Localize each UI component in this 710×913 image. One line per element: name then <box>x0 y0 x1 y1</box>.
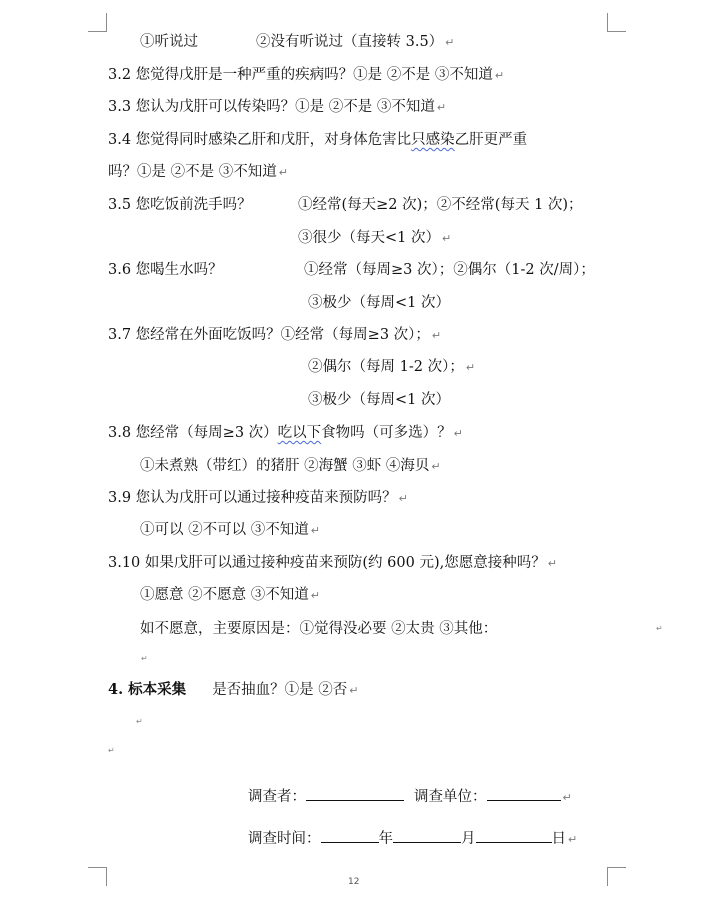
q35-opts-text: ①经常(每天≥2 次)；②不经常(每天 1 次)； <box>298 197 583 213</box>
q39-opts-text: ①可以 ②不可以 ③不知道 <box>140 522 309 538</box>
section4-title: 4. 标本采集 <box>108 681 187 698</box>
q33-text: 3.3 您认为戊肝可以传染吗？①是 ②不是 ③不知道 <box>108 99 435 115</box>
q36-label <box>108 260 223 280</box>
q38-text-part2: 食物吗（可多选）？ <box>321 425 452 441</box>
q39-text: 3.9 您认为戊肝可以通过接种疫苗来预防吗？ <box>108 490 397 506</box>
paragraph-mark: ↵ <box>494 69 505 82</box>
crop-mark-bottom-left <box>88 867 107 886</box>
q38-options <box>140 456 441 477</box>
paragraph-mark: ↵ <box>436 101 447 114</box>
q38-spellcheck-word: 吃以下 <box>277 425 322 441</box>
unit-blank[interactable] <box>487 786 561 801</box>
q310-reason-text: 如不愿意，主要原因是：①觉得没必要 ②太贵 ③其他： <box>140 621 498 637</box>
q34-line2 <box>108 162 288 183</box>
time-label: 调查时间： <box>248 831 321 847</box>
paragraph-mark: ↵ <box>431 460 441 473</box>
paragraph-mark: ↵ <box>656 624 663 633</box>
q310-options <box>140 585 320 606</box>
q310-opts-text: ①愿意 ②不愿意 ③不知道 <box>140 587 309 603</box>
q39-line <box>108 488 408 509</box>
q310-reason <box>140 619 497 639</box>
q36-opts-text: ①经常（每周≥3 次）；②偶尔（1-2 次/周）； <box>304 262 595 278</box>
crop-mark-top-left <box>88 13 107 32</box>
q34-text-part1: 3.4 您觉得同时感染乙肝和戊肝，对身体危害比 <box>108 132 412 148</box>
paragraph-mark: ↵ <box>141 654 148 663</box>
q36-options <box>304 260 595 280</box>
q310-text: 3.10 如果戊肝可以通过接种疫苗来预防(约 600 元),您愿意接种吗？ <box>108 555 546 571</box>
q32-text: 3.2 您觉得戊肝是一种严重的疾病吗？①是 ②不是 ③不知道 <box>108 67 493 83</box>
paragraph-mark: ↵ <box>465 361 476 374</box>
q37-opt3-text: ③极少（每周<1 次） <box>308 392 450 408</box>
q34-line1 <box>108 130 527 150</box>
paragraph-mark: ↵ <box>431 329 442 342</box>
q39-options <box>140 520 320 541</box>
q36-opt3-text: ③极少（每周<1 次） <box>308 295 450 311</box>
year-label: 年 <box>378 831 393 847</box>
q38-line <box>108 423 463 444</box>
paragraph-mark: ↵ <box>568 833 578 846</box>
q38-opts-text: ①未煮熟（带红）的猪肝 ②海蟹 ③虾 ④海贝 <box>140 458 430 474</box>
q31-options <box>140 32 454 53</box>
year-blank[interactable] <box>321 828 379 843</box>
month-blank[interactable] <box>393 828 461 843</box>
paragraph-mark: ↵ <box>441 232 452 245</box>
investigator-blank[interactable] <box>306 786 404 801</box>
q38-text-part1: 3.8 您经常（每周≥3 次） <box>108 425 278 441</box>
q34-spellcheck-word: 只感染 <box>411 132 455 148</box>
paragraph-mark: ↵ <box>445 36 455 49</box>
investigator-label: 调查者： <box>248 789 306 805</box>
page-number: 12 <box>348 877 360 887</box>
section4-question: 是否抽血？①是 ②否 <box>212 682 348 698</box>
q31-opt2: ②没有听说过（直接转 3.5） <box>256 34 444 50</box>
paragraph-mark: ↵ <box>136 717 143 726</box>
q34-text-part2: 乙肝更严重 <box>454 132 528 148</box>
q35-label <box>108 195 252 215</box>
q37-label <box>108 325 441 346</box>
q37-option3 <box>308 390 450 410</box>
paragraph-mark: ↵ <box>453 427 463 440</box>
paragraph-mark: ↵ <box>278 166 288 179</box>
month-label: 月 <box>461 831 476 847</box>
q33-line <box>108 97 446 118</box>
paragraph-mark: ↵ <box>310 589 320 602</box>
paragraph-mark: ↵ <box>398 492 408 505</box>
q31-opt1: ①听说过 <box>140 34 198 50</box>
q35-option3 <box>298 228 451 249</box>
q32-line <box>108 65 504 86</box>
paragraph-mark: ↵ <box>547 557 557 570</box>
q37-text: 3.7 您经常在外面吃饭吗？①经常（每周≥3 次）； <box>108 327 430 343</box>
crop-mark-bottom-right <box>607 867 626 886</box>
q36-text: 3.6 您喝生水吗？ <box>108 262 223 278</box>
time-row <box>248 828 577 850</box>
day-blank[interactable] <box>476 828 552 843</box>
paragraph-mark: ↵ <box>349 684 359 697</box>
section4-line <box>108 680 359 701</box>
q36-option3 <box>308 293 450 313</box>
unit-label: 调查单位： <box>414 789 487 805</box>
paragraph-mark: ↵ <box>562 791 572 804</box>
crop-mark-top-right <box>607 13 626 32</box>
q34-options: 吗？①是 ②不是 ③不知道 <box>108 164 277 180</box>
q37-option2 <box>308 357 475 378</box>
q310-line <box>108 553 557 574</box>
paragraph-mark: ↵ <box>108 746 115 755</box>
q37-opt2-text: ②偶尔（每周 1-2 次）； <box>308 359 464 375</box>
q35-options <box>298 195 583 215</box>
q35-opt3-text: ③很少（每天<1 次） <box>298 230 440 246</box>
paragraph-mark: ↵ <box>310 524 320 537</box>
q35-text: 3.5 您吃饭前洗手吗？ <box>108 197 252 213</box>
investigator-row <box>248 786 572 808</box>
day-label: 日 <box>551 831 566 847</box>
